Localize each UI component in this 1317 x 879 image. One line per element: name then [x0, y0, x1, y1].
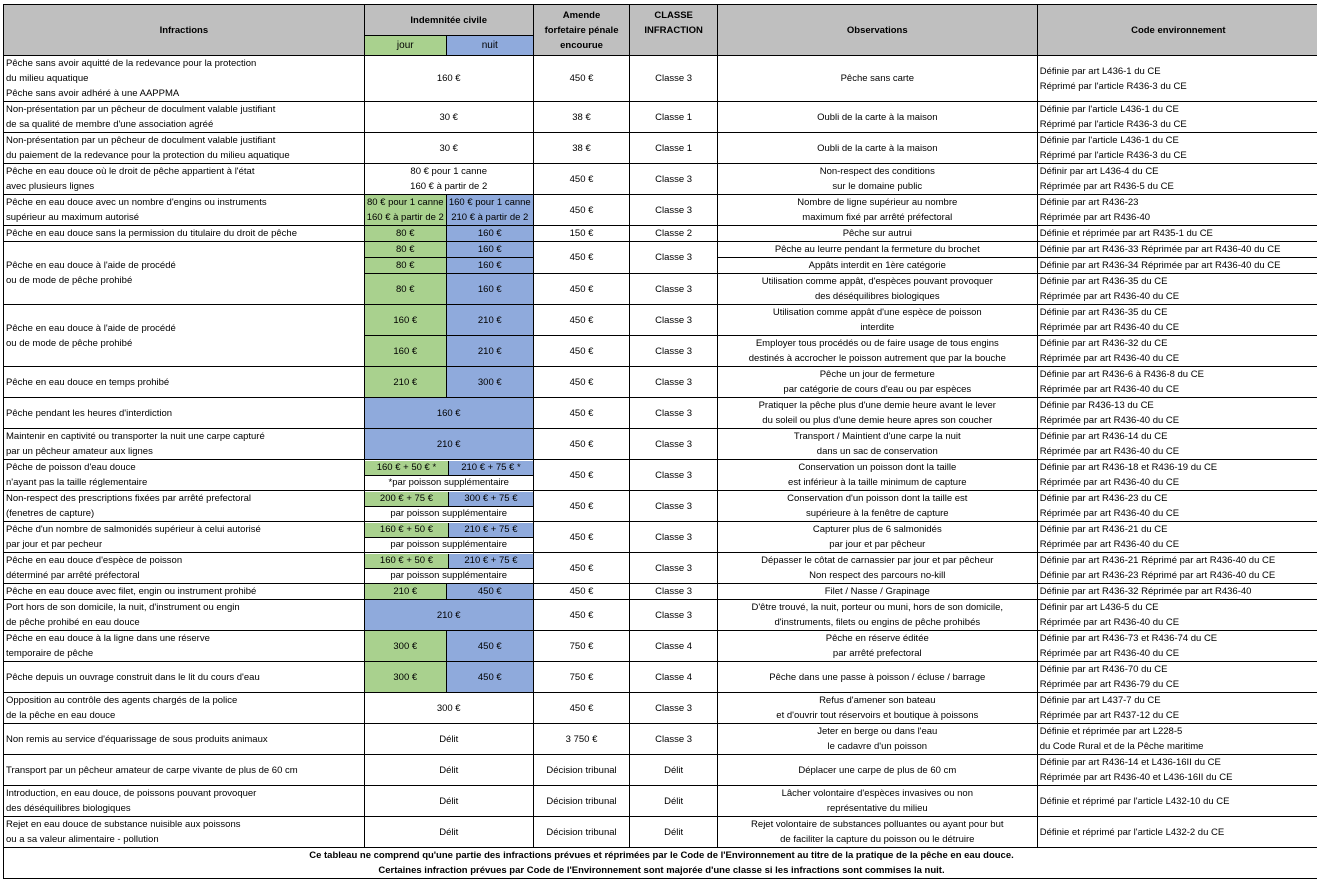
indemnite-cell: 30 €	[364, 133, 533, 164]
table-row	[4, 600, 1317, 631]
infraction-cell: Pêche depuis un ouvrage construit dans le lit du cours d'eau	[4, 662, 365, 693]
infraction-cell: Transport par un pêcheur amateur de carpe vivante de plus de 60 cm	[4, 755, 365, 786]
amende-cell: 450 €	[533, 429, 630, 460]
table-row	[4, 553, 1317, 584]
table-row	[4, 584, 1317, 600]
indemnite-cell: Délit	[364, 817, 533, 848]
indemnite-note: par poisson supplémentaire	[365, 568, 533, 583]
observation-cell: Pêche un jour de fermeture par catégorie de cours d'eau ou par espèces	[717, 367, 1037, 398]
code-cell: Définir par art L436-5 du CE Réprimée par art R436-40 du CE	[1037, 600, 1317, 631]
indemnite-jour: 80 €	[364, 226, 446, 242]
code-cell: Définie par art R436-18 et R436-19 du CE Réprimée par art R436-40 du CE	[1037, 460, 1317, 491]
classe-cell: Classe 3	[630, 460, 718, 491]
indemnite-jour: 160 € + 50 €	[365, 554, 449, 568]
table-row	[4, 242, 1317, 258]
table-row	[4, 755, 1317, 786]
indemnite-jour: 80 €	[364, 274, 446, 305]
table-row	[4, 522, 1317, 553]
indemnite-nuit: 160 €	[446, 274, 533, 305]
classe-cell: Classe 3	[630, 164, 718, 195]
amende-cell: 38 €	[533, 102, 630, 133]
code-cell: Définie par art R436-21 Réprimé par art R436-40 du CE Définie par art R436-23 Réprimé par art R436-40 du CE	[1037, 553, 1317, 584]
indemnite-cell: 210 €	[364, 600, 533, 631]
code-cell: Définie et réprimée par art R435-1 du CE	[1037, 226, 1317, 242]
indemnite-jour: 210 €	[364, 367, 446, 398]
infraction-cell: Non-présentation par un pêcheur de doculment valable justifiant de sa qualité de membre d'une association agréé	[4, 102, 365, 133]
code-cell: Définie et réprimée par art L228-5 du Code Rural et de la Pêche maritime	[1037, 724, 1317, 755]
classe-cell: Classe 3	[630, 693, 718, 724]
infraction-cell: Pêche pendant les heures d'interdiction	[4, 398, 365, 429]
observation-cell: Jeter en berge ou dans l'eau le cadavre d'un poisson	[717, 724, 1037, 755]
indemnite-cell: 30 €	[364, 102, 533, 133]
indemnite-note: *par poisson supplémentaire	[365, 475, 533, 490]
indemnite-cell: 80 € pour 1 canne 160 € à partir de 2	[364, 164, 533, 195]
indemnite-nuit: 210 €	[446, 305, 533, 336]
classe-cell: Classe 3	[630, 56, 718, 102]
indemnite-note: par poisson supplémentaire	[365, 537, 533, 552]
indemnite-cell: Délit	[364, 786, 533, 817]
observation-cell: Pêche sans carte	[717, 56, 1037, 102]
classe-cell: Classe 4	[630, 631, 718, 662]
amende-cell: 450 €	[533, 398, 630, 429]
observation-cell: Pêche en réserve éditée par arrêté prefectoral	[717, 631, 1037, 662]
code-cell: Définie par R436-13 du CE Réprimée par art R436-40 du CE	[1037, 398, 1317, 429]
header-indemnite: Indemnitée civile	[364, 5, 533, 36]
indemnite-nuit: 450 €	[446, 662, 533, 693]
infraction-cell: Pêche en eau douce où le droit de pêche appartient à l'état avec plusieurs lignes	[4, 164, 365, 195]
observation-cell: Capturer plus de 6 salmonidés par jour et par pêcheur	[717, 522, 1037, 553]
indemnite-jour: 300 €	[364, 662, 446, 693]
code-cell: Définir par art L436-4 du CE Réprimée par art R436-5 du CE	[1037, 164, 1317, 195]
infraction-cell: Pêche en eau douce avec filet, engin ou instrument prohibé	[4, 584, 365, 600]
observation-cell: Oubli de la carte à la maison	[717, 102, 1037, 133]
observation-cell: Appâts interdit en 1ère catégorie	[717, 258, 1037, 274]
indemnite-jour: 80 € pour 1 canne 160 € à partir de 2	[364, 195, 446, 226]
indemnite-nuit: 160 €	[446, 242, 533, 258]
indemnite-nuit: 300 € + 75 €	[449, 492, 532, 506]
indemnite-jour: 160 €	[364, 336, 446, 367]
amende-cell: 450 €	[533, 553, 630, 584]
observation-cell: Conservation d'un poisson dont la taille est supérieure à la fenêtre de capture	[717, 491, 1037, 522]
indemnite-nuit: 450 €	[446, 631, 533, 662]
observation-cell: D'être trouvé, la nuit, porteur ou muni, hors de son domicile, d'instruments, filets ou engins de pêche prohibés	[717, 600, 1037, 631]
table-row	[4, 398, 1317, 429]
table-footnote	[4, 848, 1317, 879]
classe-cell: Classe 3	[630, 553, 718, 584]
amende-cell: 450 €	[533, 56, 630, 102]
table-row	[4, 164, 1317, 195]
indemnite-cell: 300 €	[364, 693, 533, 724]
infraction-cell: Port hors de son domicile, la nuit, d'instrument ou engin de pêche prohibé en eau douce	[4, 600, 365, 631]
observation-cell: Transport / Maintient d'une carpe la nuit dans un sac de conservation	[717, 429, 1037, 460]
indemnite-cell: 160 €	[364, 56, 533, 102]
amende-cell: 450 €	[533, 600, 630, 631]
code-cell: Définie par art R436-6 à R436-8 du CE Réprimée par art R436-40 du CE	[1037, 367, 1317, 398]
infraction-cell: Opposition au contrôle des agents chargés de la police de la pêche en eau douce	[4, 693, 365, 724]
code-cell: Définie par art R436-23 Réprimée par art R436-40	[1037, 195, 1317, 226]
table-body	[4, 56, 1317, 848]
amende-cell: 450 €	[533, 305, 630, 336]
observation-cell: Pratiquer la pêche plus d'une demie heure avant le lever du soleil ou plus d'une demie heure apres son coucher	[717, 398, 1037, 429]
infraction-cell: Pêche de poisson d'eau douce n'ayant pas la taille réglementaire	[4, 460, 365, 491]
observation-cell: Lâcher volontaire d'espèces invasives ou non représentative du milieu	[717, 786, 1037, 817]
observation-cell: Conservation un poisson dont la taille est inférieur à la taille minimum de capture	[717, 460, 1037, 491]
amende-cell: Décision tribunal	[533, 786, 630, 817]
header-classe: CLASSE INFRACTION	[630, 5, 718, 56]
classe-cell: Délit	[630, 786, 718, 817]
code-cell: Définie par art R436-34 Réprimée par art R436-40 du CE	[1037, 258, 1317, 274]
indemnite-jour: 300 €	[364, 631, 446, 662]
classe-cell: Classe 3	[630, 305, 718, 336]
amende-cell: 750 €	[533, 631, 630, 662]
classe-cell: Classe 3	[630, 600, 718, 631]
infraction-cell: Pêche en eau douce à la ligne dans une réserve temporaire de pêche	[4, 631, 365, 662]
observation-cell: Non-respect des conditions sur le domaine public	[717, 164, 1037, 195]
classe-cell: Classe 3	[630, 242, 718, 274]
classe-cell: Classe 1	[630, 102, 718, 133]
classe-cell: Classe 3	[630, 195, 718, 226]
table-row	[4, 133, 1317, 164]
amende-cell: 450 €	[533, 336, 630, 367]
code-cell: Définie par art R436-70 du CE Réprimée par art R436-79 du CE	[1037, 662, 1317, 693]
table-row	[4, 491, 1317, 522]
observation-cell: Nombre de ligne supérieur au nombre maximum fixé par arrêté préfectoral	[717, 195, 1037, 226]
amende-cell: 450 €	[533, 195, 630, 226]
table-row	[4, 305, 1317, 336]
code-cell: Définie par art R436-73 et R436-74 du CE Réprimée par art R436-40 du CE	[1037, 631, 1317, 662]
code-cell: Définie et réprimé par l'article L432-10 du CE	[1037, 786, 1317, 817]
indemnite-nuit: 210 € + 75 € *	[449, 461, 532, 475]
classe-cell: Classe 3	[630, 336, 718, 367]
amende-cell: 450 €	[533, 491, 630, 522]
amende-cell: 3 750 €	[533, 724, 630, 755]
infractions-sheet	[3, 4, 1317, 879]
indemnite-jour: 80 €	[364, 242, 446, 258]
infraction-cell: Pêche en eau douce à l'aide de procédé ou de mode de pêche prohibé	[4, 242, 365, 305]
table-row	[4, 460, 1317, 491]
amende-cell: 38 €	[533, 133, 630, 164]
code-cell: Définie par l'article L436-1 du CE Réprimé par l'article R436-3 du CE	[1037, 133, 1317, 164]
code-cell: Définie par art R436-14 et L436-16II du CE Réprimée par art R436-40 et L436-16II du CE	[1037, 755, 1317, 786]
indemnite-jour: 160 €	[364, 305, 446, 336]
indemnite-nuit: 210 € + 75 €	[449, 554, 532, 568]
header-nuit: nuit	[446, 36, 533, 56]
amende-cell: 450 €	[533, 460, 630, 491]
table-row	[4, 693, 1317, 724]
classe-cell: Classe 3	[630, 584, 718, 600]
code-cell: Définie par art R436-23 du CE Réprimée par art R436-40 du CE	[1037, 491, 1317, 522]
infraction-cell: Pêche en eau douce sans la permission du titulaire du droit de pêche	[4, 226, 365, 242]
table-row	[4, 367, 1317, 398]
classe-cell: Classe 3	[630, 398, 718, 429]
observation-cell: Refus d'amener son bateau et d'ouvrir tout réservoirs et boutique à poissons	[717, 693, 1037, 724]
observation-cell: Rejet volontaire de substances polluantes ou ayant pour but de faciliter la capture du poisson ou le détruire	[717, 817, 1037, 848]
code-cell: Définie par art R436-14 du CE Réprimée par art R436-40 du CE	[1037, 429, 1317, 460]
amende-cell: 750 €	[533, 662, 630, 693]
code-cell: Définie par art R436-32 du CE Réprimée par art R436-40 du CE	[1037, 336, 1317, 367]
classe-cell: Classe 3	[630, 274, 718, 305]
classe-cell: Délit	[630, 755, 718, 786]
table-row	[4, 724, 1317, 755]
code-cell: Définie par art R436-35 du CE Réprimée par art R436-40 du CE	[1037, 274, 1317, 305]
infraction-cell: Maintenir en captivité ou transporter la nuit une carpe capturé par un pêcheur amateur aux lignes	[4, 429, 365, 460]
code-cell: Définie par art R436-33 Réprimée par art R436-40 du CE	[1037, 242, 1317, 258]
footnote-line: Certaines infraction prévues par Code de l'Environnement sont majorée d'une classe si les infractions sont commises la nuit.	[6, 863, 1317, 878]
header-infractions: Infractions	[4, 5, 365, 56]
table-row	[4, 817, 1317, 848]
infraction-cell: Pêche d'un nombre de salmonidés supérieur à celui autorisé par jour et par pecheur	[4, 522, 365, 553]
observation-cell: Déplacer une carpe de plus de 60 cm	[717, 755, 1037, 786]
infraction-cell: Introduction, en eau douce, de poissons pouvant provoquer des déséquilibres biologiques	[4, 786, 365, 817]
code-cell: Définie par l'article L436-1 du CE Réprimé par l'article R436-3 du CE	[1037, 102, 1317, 133]
classe-cell: Classe 1	[630, 133, 718, 164]
classe-cell: Classe 4	[630, 662, 718, 693]
indemnite-nuit: 210 € + 75 €	[449, 523, 532, 537]
table-row	[4, 102, 1317, 133]
indemnite-cell	[364, 491, 533, 522]
classe-cell: Classe 3	[630, 724, 718, 755]
infraction-cell: Pêche en eau douce à l'aide de procédé ou de mode de pêche prohibé	[4, 305, 365, 367]
header-code: Code environnement	[1037, 5, 1317, 56]
indemnite-nuit: 210 €	[446, 336, 533, 367]
observation-cell: Oubli de la carte à la maison	[717, 133, 1037, 164]
observation-cell: Pêche au leurre pendant la fermeture du brochet	[717, 242, 1037, 258]
table-row	[4, 786, 1317, 817]
indemnite-jour: 210 €	[364, 584, 446, 600]
infraction-cell: Non remis au service d'équarissage de sous produits animaux	[4, 724, 365, 755]
observation-cell: Utilisation comme appât d'une espèce de poisson interdite	[717, 305, 1037, 336]
indemnite-jour: 160 € + 50 € *	[365, 461, 449, 475]
indemnite-cell	[364, 553, 533, 584]
indemnite-cell	[364, 522, 533, 553]
code-cell: Définie par art R436-32 Réprimée par art R436-40	[1037, 584, 1317, 600]
table-row	[4, 631, 1317, 662]
observation-cell: Pêche sur autrui	[717, 226, 1037, 242]
indemnite-nuit: 160 € pour 1 canne 210 € à partir de 2	[446, 195, 533, 226]
amende-cell: 450 €	[533, 274, 630, 305]
classe-cell: Classe 3	[630, 429, 718, 460]
table-row	[4, 195, 1317, 226]
classe-cell: Classe 3	[630, 491, 718, 522]
code-cell: Définie par art L436-1 du CE Réprimé par l'article R436-3 du CE	[1037, 56, 1317, 102]
observation-cell: Dépasser le côtat de carnassier par jour et par pêcheur Non respect des parcours no-kill	[717, 553, 1037, 584]
amende-cell: 450 €	[533, 164, 630, 195]
footnote-line: Ce tableau ne comprend qu'une partie des infractions prévues et réprimées par le Code de l'Environnement au titre de la pratique de la pêche en eau douce.	[6, 848, 1317, 863]
amende-cell: 450 €	[533, 522, 630, 553]
indemnite-nuit: 160 €	[446, 258, 533, 274]
amende-cell: 450 €	[533, 367, 630, 398]
header-amende: Amende forfetaire pénale encourue	[533, 5, 630, 56]
infraction-cell: Pêche sans avoir aquitté de la redevance pour la protection du milieu aquatique Pêche sans avoir adhéré à une AAPPMA	[4, 56, 365, 102]
observation-cell: Utilisation comme appât, d'espèces pouvant provoquer des déséquilibres biologiques	[717, 274, 1037, 305]
indemnite-cell: 210 €	[364, 429, 533, 460]
infraction-cell: Pêche en eau douce avec un nombre d'engins ou instruments supérieur au maximum autorisé	[4, 195, 365, 226]
observation-cell: Pêche dans une passe à poisson / écluse / barrage	[717, 662, 1037, 693]
infraction-cell: Non-présentation par un pêcheur de doculment valable justifiant du paiement de la redevance pour la protection du milieu aquatique	[4, 133, 365, 164]
indemnite-cell: Délit	[364, 724, 533, 755]
infraction-cell: Pêche en eau douce d'espèce de poisson déterminé par arrêté préfectoral	[4, 553, 365, 584]
indemnite-cell: 160 €	[364, 398, 533, 429]
classe-cell: Classe 3	[630, 367, 718, 398]
observation-cell: Filet / Nasse / Grapinage	[717, 584, 1037, 600]
indemnite-jour: 200 € + 75 €	[365, 492, 449, 506]
infraction-cell: Pêche en eau douce en temps prohibé	[4, 367, 365, 398]
indemnite-cell: Délit	[364, 755, 533, 786]
indemnite-note: par poisson supplémentaire	[365, 506, 533, 521]
header-jour: jour	[364, 36, 446, 56]
table-row	[4, 662, 1317, 693]
code-cell: Définie par art R436-35 du CE Réprimée par art R436-40 du CE	[1037, 305, 1317, 336]
code-cell: Définie par art L437-7 du CE Réprimée par art R437-12 du CE	[1037, 693, 1317, 724]
indemnite-jour: 80 €	[364, 258, 446, 274]
classe-cell: Délit	[630, 817, 718, 848]
amende-cell: Décision tribunal	[533, 817, 630, 848]
classe-cell: Classe 2	[630, 226, 718, 242]
code-cell: Définie par art R436-21 du CE Réprimée par art R436-40 du CE	[1037, 522, 1317, 553]
infraction-cell: Rejet en eau douce de substance nuisible aux poissons ou a sa valeur alimentaire - pollution	[4, 817, 365, 848]
observation-cell: Employer tous procédés ou de faire usage de tous engins destinés à accrocher le poisson autrement que par la bouche	[717, 336, 1037, 367]
infraction-cell: Non-respect des prescriptions fixées par arrêté prefectoral (fenetres de capture)	[4, 491, 365, 522]
infractions-table	[3, 4, 1317, 879]
amende-cell: 450 €	[533, 693, 630, 724]
table-row	[4, 226, 1317, 242]
table-row	[4, 56, 1317, 102]
indemnite-jour: 160 € + 50 €	[365, 523, 449, 537]
header-observations: Observations	[717, 5, 1037, 56]
amende-cell: 450 €	[533, 242, 630, 274]
amende-cell: Décision tribunal	[533, 755, 630, 786]
amende-cell: 150 €	[533, 226, 630, 242]
classe-cell: Classe 3	[630, 522, 718, 553]
code-cell: Définie et réprimé par l'article L432-2 du CE	[1037, 817, 1317, 848]
indemnite-cell	[364, 460, 533, 491]
indemnite-nuit: 450 €	[446, 584, 533, 600]
table-row	[4, 429, 1317, 460]
indemnite-nuit: 160 €	[446, 226, 533, 242]
indemnite-nuit: 300 €	[446, 367, 533, 398]
amende-cell: 450 €	[533, 584, 630, 600]
